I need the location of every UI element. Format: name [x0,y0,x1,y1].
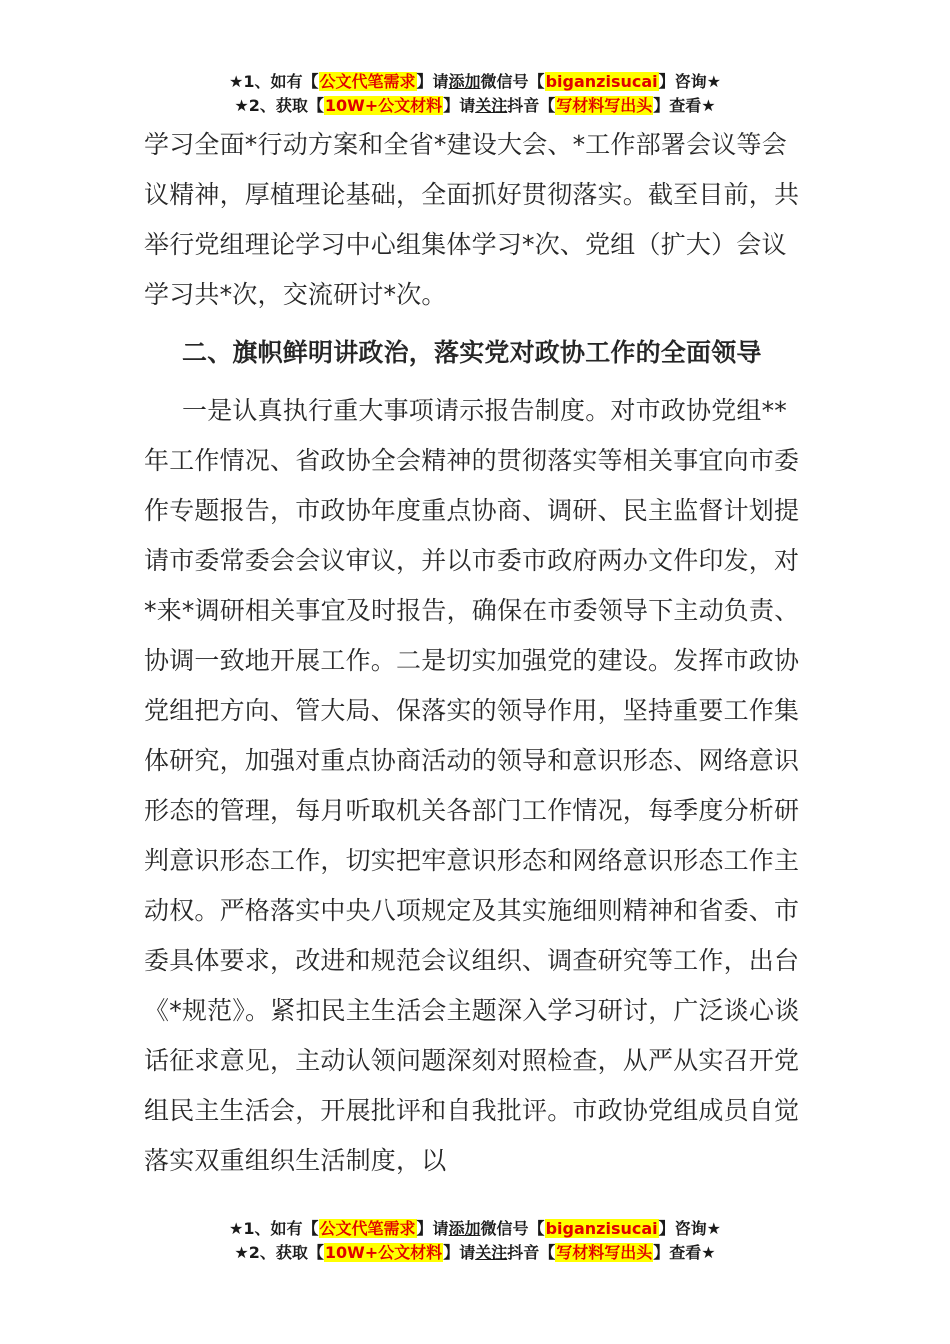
banner-highlight: 10W+公文材料 [324,96,443,115]
banner-text: ★2、获取【 [234,1243,324,1262]
banner-text: 抖音【 [507,1243,556,1262]
paragraph-1: 学习全面*行动方案和全省*建设大会、*工作部署会议等会议精神，厚植理论基础，全面抓好贯彻落实。截至目前，共举行党组理论学习中心组集体学习*次、党组（扩大）会议学习共*次，交流研讨*次。 [144,130,800,309]
document-body-section-2 [144,328,806,1186]
banner-text: ★2、获取【 [234,96,324,115]
paragraph-2: 一是认真执行重大事项请示报告制度。对市政协党组**年工作情况、省政协全会精神的贯彻落实等相关事宜向市委作专题报告，市政协年度重点协商、调研、民主监督计划提请市委常委会会议审议，并以市委市政府两办文件印发，对*来*调研相关事宜及时报告，确保在市委领导下主动负责、协调一致地开展工作。二是切实加强党的建设。发挥市政协党组把方向、管大局、保落实的领导作用，坚持重要工作集体研究，加强对重点协商活动的领导和意识形态、网络意识形态的管理，每月听取机关各部门工作情况，每季度分析研判意识形态工作，切实把牢意识形态和网络意识形态工作主动权。严格落实中央八项规定及其实施细则精神和省委、市委具体要求，改进和规范会议组织、调查研究等工作，出台《*规范》。紧扣民主生活会主题深入学习研讨，广泛谈心谈话征求意见，主动认领问题深刻对照检查，从严从实召开党组民主生活会，开展批评和自我批评。市政协党组成员自觉落实双重组织生活制度，以 [144,396,800,1175]
banner-highlight: 写材料写出头 [556,1243,653,1262]
banner-underline: 添加 [448,72,481,91]
banner-highlight: biganzisucai [545,1219,658,1238]
section-heading: 二、旗帜鲜明讲政治，落实党对政协工作的全面领导 [182,338,762,367]
banner-line-2 [0,1241,950,1265]
promo-banner-bottom [0,1217,950,1265]
banner-line-2 [0,94,950,118]
banner-text: 】请 [443,1243,476,1262]
banner-text: 微信号【 [480,1219,545,1238]
banner-text: 抖音【 [507,96,556,115]
banner-highlight: 公文代笔需求 [319,1219,416,1238]
banner-underline: 添加 [448,1219,481,1238]
banner-highlight: 10W+公文材料 [324,1243,443,1262]
banner-text: ★1、如有【 [229,72,319,91]
promo-banner-top [0,70,950,118]
banner-text: 】查看★ [653,1243,716,1262]
banner-text: ★1、如有【 [229,1219,319,1238]
banner-text: 】咨询★ [658,1219,721,1238]
banner-underline: 关注 [475,1243,508,1262]
banner-text: 】查看★ [653,96,716,115]
banner-text: 】咨询★ [658,72,721,91]
banner-highlight: 写材料写出头 [556,96,653,115]
banner-highlight: 公文代笔需求 [319,72,416,91]
banner-text: 】请 [416,1219,449,1238]
banner-text: 】请 [416,72,449,91]
banner-text: 微信号【 [480,72,545,91]
banner-text: 】请 [443,96,476,115]
banner-line-1 [0,1217,950,1241]
banner-underline: 关注 [475,96,508,115]
document-body [144,120,806,320]
banner-line-1 [0,70,950,94]
banner-highlight: biganzisucai [545,72,658,91]
